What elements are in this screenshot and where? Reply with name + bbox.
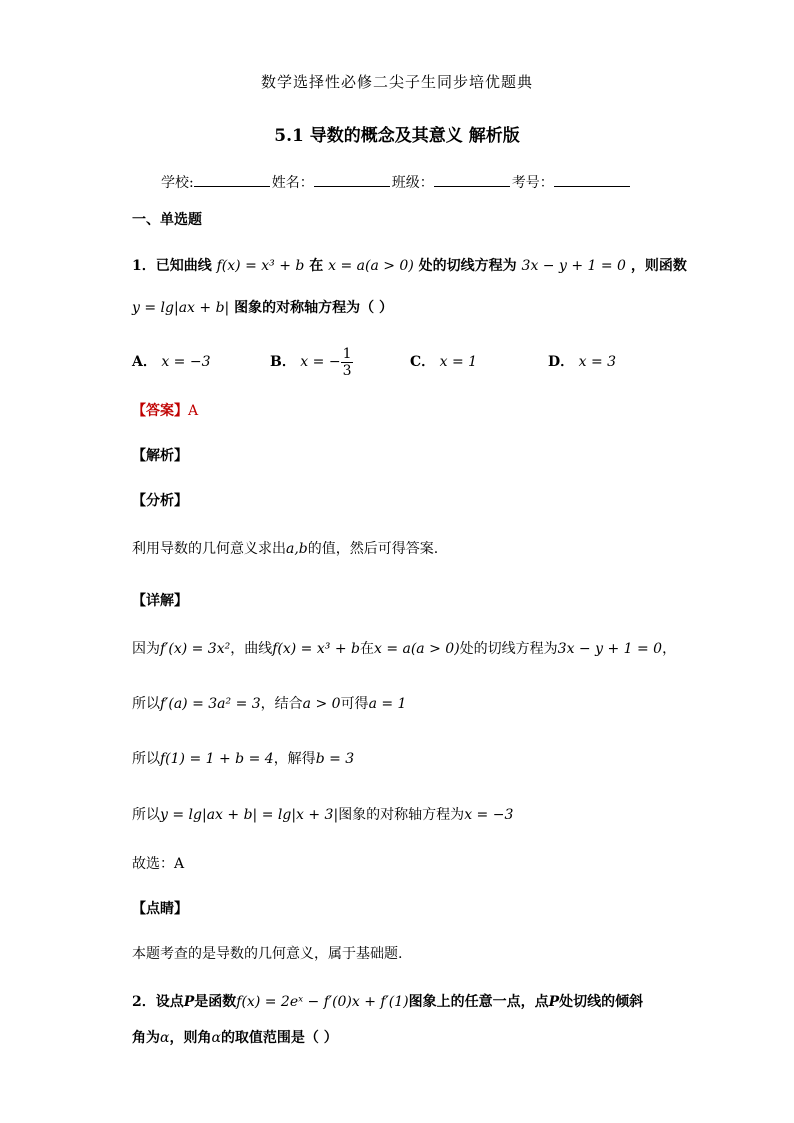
detail-text: 在 [359,641,374,657]
option-expr: x = −3 [161,354,211,370]
option-letter: D． [548,354,575,370]
q1-math: x = a(a > 0) [328,258,414,274]
q2-line1 [132,992,643,1012]
section-heading: 一、单选题 [132,212,202,228]
option-letter: A． [132,354,157,370]
q2-text: 设点 [155,994,184,1010]
detail-text: 处的切线方程为 [459,641,558,657]
fenxi-text-part: 的值，然后可得答案. [307,541,439,557]
detail-text: 所以 [132,696,160,712]
option-letter: B． [270,354,296,370]
dianjing-label: 【点睛】 [132,901,188,917]
q2-math: P [183,994,195,1010]
q1-math: y = lg|ax + b| [132,300,230,316]
name-blank[interactable] [314,172,390,187]
detail-text: 因为 [132,641,160,657]
detail-math: 3x − y + 1 = 0 [557,641,663,657]
detail-text: ，曲线 [230,641,273,657]
detail-math: f′(x) = 3x² [160,641,231,657]
q1-text: 图象的对称轴方程为（ ） [234,300,393,316]
detail-text: ，解得 [273,751,316,767]
q2-math: α [160,1030,170,1046]
detail-line-4 [132,805,513,825]
answer-row [132,401,198,421]
option-d[interactable] [548,352,616,372]
answer-label: 【答案】 [132,403,188,419]
analysis-label: 【解析】 [132,448,188,464]
detail-text: 可得 [340,696,369,712]
detail-text: ， [662,641,677,657]
q2-text: 的取值范围是（ ） [220,1030,338,1046]
detail-math: b = 3 [315,751,355,767]
name-label: 姓名： [271,175,314,191]
series-title: 数学选择性必修二尖子生同步培优题典 [260,73,533,91]
q2-number: 2． [132,994,156,1010]
option-expr: x = 1 [439,354,478,370]
fenxi-math: a,b [286,541,308,557]
option-letter: C． [410,354,436,370]
q2-text: 处切线的倾斜 [559,994,644,1010]
option-expr: x = − [300,354,341,370]
q1-number: 1． [132,258,156,274]
answer-value: A [188,403,199,419]
student-info-row [161,172,632,193]
q1-math: 3x − y + 1 = 0 [521,258,626,274]
q1-line1 [132,256,687,276]
detail-math: x = −3 [464,807,514,823]
fenxi-text-part: 利用导数的几何意义求出 [132,541,286,557]
option-c[interactable] [410,352,477,372]
fraction-numerator: 1 [342,345,352,362]
q2-text: 角为 [132,1030,160,1046]
q2-line2 [132,1028,338,1048]
detail-line-3 [132,749,354,769]
class-blank[interactable] [434,172,510,187]
q1-text: 处的切线方程为 [418,258,517,274]
choice-line: 故选：A [132,856,185,872]
document-title: 5.1 导数的概念及其意义 解析版 [274,126,520,146]
detail-text: 所以 [132,751,160,767]
option-a[interactable] [132,352,211,372]
detail-math: a > 0 [302,696,341,712]
detail-math: f′(a) = 3a² = 3 [160,696,261,712]
q1-text: 已知曲线 [155,258,212,274]
q1-line2 [132,298,393,318]
q2-math: P [548,994,560,1010]
q1-text: ，则函数 [630,258,687,274]
detail-math: a = 1 [368,696,407,712]
q2-text: 图象上的任意一点，点 [408,994,549,1010]
q2-text: 是函数 [194,994,237,1010]
detail-math: f(x) = x³ + b [272,641,360,657]
option-expr: x = 3 [578,354,617,370]
dianjing-text: 本题考查的是导数的几何意义，属于基础题. [132,946,403,962]
option-b[interactable] [270,343,353,381]
q1-text: 在 [309,258,324,274]
q2-math: α [211,1030,221,1046]
detail-label: 【详解】 [132,593,188,609]
number-label: 考号： [511,175,554,191]
q2-text: ，则角 [169,1030,212,1046]
detail-math: x = a(a > 0) [373,641,460,657]
q2-math: f(x) = 2eˣ − f′(0)x + f′(1) [236,994,409,1010]
fenxi-label: 【分析】 [132,493,188,509]
school-blank[interactable] [194,172,270,187]
q1-math: f(x) = x³ + b [216,258,305,274]
fenxi-text [132,539,438,559]
detail-line-1 [132,639,676,659]
fraction-denominator: 3 [342,362,352,379]
detail-text: 所以 [132,807,160,823]
number-blank[interactable] [554,172,630,187]
detail-line-2 [132,694,406,714]
detail-text: 图象的对称轴方程为 [338,807,465,823]
detail-math: y = lg|ax + b| = lg|x + 3| [160,807,339,823]
school-label: 学校: [161,175,194,191]
detail-text: ，结合 [260,696,303,712]
detail-math: f(1) = 1 + b = 4 [160,751,274,767]
option-fraction [341,346,354,379]
class-label: 班级： [391,175,434,191]
